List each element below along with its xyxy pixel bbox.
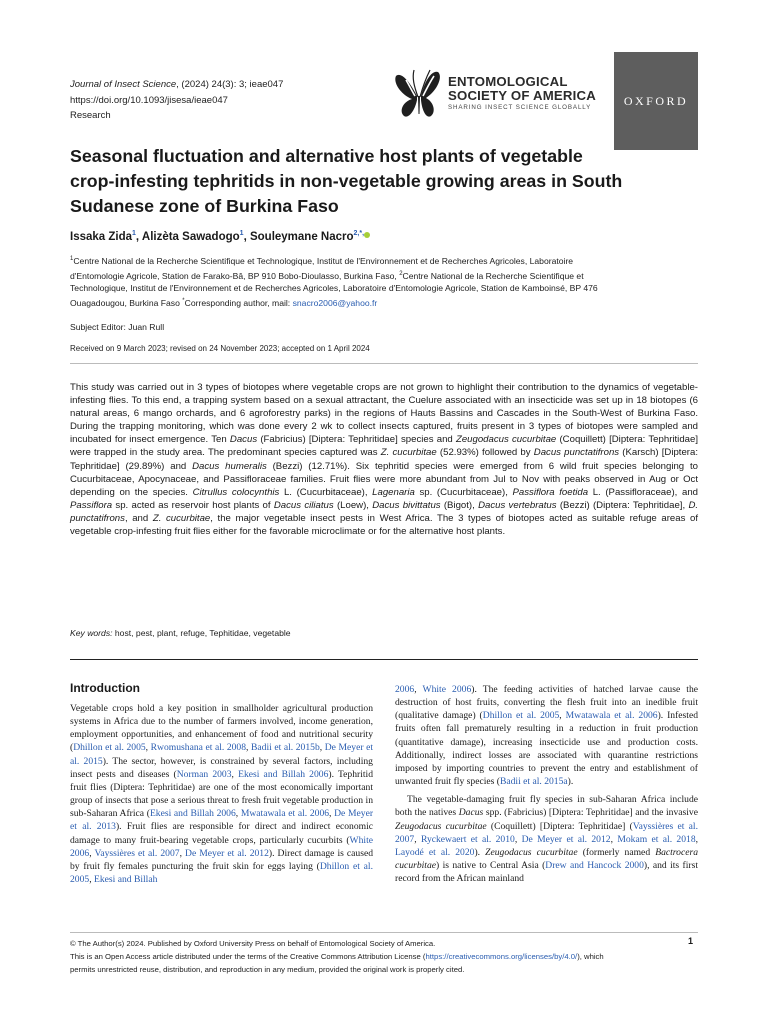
copyright-line: © The Author(s) 2024. Published by Oxford University Press on behalf of Entomological Society of America. bbox=[70, 939, 436, 948]
keywords bbox=[70, 628, 291, 638]
citation-link[interactable]: White 2006 bbox=[70, 834, 373, 859]
butterfly-icon bbox=[394, 66, 444, 120]
author-affiliation-mark: 1 bbox=[239, 230, 244, 237]
abstract: This study was carried out in 3 types of biotopes where vegetable crops are not grown to highlight their contribution to the dynamics of vegetable-infesting flies. To this end, a trapping system based on a sexual attractant, the Cuelure associated with an insecticide was set up in 18 biotopes (6 natural areas, 6 mango orchards, and 6 agroforestry parks) in the regions of Hauts Bassins and Cascades in the South-West of Burkina Faso. During the trapping monitoring, which was done every 2 wk to collect insects captured, fruits present in 3 types of biotopes were sampled and incubated for insect emergence. Ten Dacus (Fabricius) [Diptera: Tephritidae] species and Zeugodacus cucurbitae (Coquillett) [Diptera: Tephritidae] were trapped in the study area. The predominant species captured was Z. cucurbitae (52.93%) followed by Dacus punctatifrons (Karsch) [Diptera: Tephritidae] (29.89%) and Dacus humeralis (Bezzi) (12.71%). Six tephritid species were emerged from 6 wild fruit species belonging to Cucurbitaceae, Apocynaceae, and Passifloraceae families. Fruit flies were more abundant from Jul to Nov with peaks observed in Aug or Oct depending on the species. Citrullus colocynthis L. (Cucurbitaceae), Lagenaria sp. (Cucurbitaceae), Passiflora foetida L. (Passifloraceae), and Passiflora sp. acted as reservoir host plants of Dacus ciliatus (Loew), Dacus bivittatus (Bigot), Dacus vertebratus (Bezzi) (Diptera: Tephritidae], D. punctatifrons, and Z. cucurbitae, the major vegetable insect pests in West Africa. The 3 types of biotopes acted as suitable refuge areas of vegetable crop-infesting fruit flies either for the favorable microclimate or for the alternative host plants. bbox=[70, 382, 699, 538]
citation-link[interactable]: Badii et al. 2015b bbox=[251, 742, 320, 754]
citation-link[interactable]: Mwatawala et al. 2006 bbox=[240, 808, 330, 820]
citation-details: , (2024) 24(3): 3; ieae047 bbox=[176, 79, 284, 90]
society-name-line2: SOCIETY OF AMERICA bbox=[448, 88, 596, 103]
received-dates: Received on 9 March 2023; revised on 24 November 2023; accepted on 1 April 2024 bbox=[70, 344, 370, 353]
oxford-logo bbox=[614, 52, 698, 150]
esa-logo bbox=[394, 66, 609, 122]
citation-link[interactable]: 2006 bbox=[395, 684, 415, 695]
citation-link[interactable]: Badii et al. 2015a bbox=[499, 776, 568, 788]
affiliation-mark: 1 bbox=[70, 256, 74, 262]
affiliations bbox=[70, 253, 622, 310]
citation-link[interactable]: Dhillon et al. 2005 bbox=[70, 860, 373, 886]
citation-link[interactable]: White 2006 bbox=[422, 684, 472, 695]
author-affiliation-mark: 1 bbox=[132, 230, 136, 237]
affiliation-text: Centre National de la Recherche Scientifique et Technologique, Institut de l'Environnement et de Recherches Agricoles, Laboratoire d'Entomologie Agricole, Station de Farako-Bâ, BP 910 Bobo-Dioulasso, Burkina Faso, bbox=[70, 255, 574, 281]
publisher-name: OXFORD bbox=[623, 93, 689, 108]
paragraph: Vegetable crops hold a key position in smallholder agricultural production systems in Africa due to the number of farmers involved, income generation, employment opportunities, and enhancement of food and nutritional security (Dhillon et al. 2005, Rwomushana et al. 2008, Badii et al. 2015b, De Meyer et al. 2015). The sector, however, is constrained by several factors, including insect pests and diseases (Norman 2003, Ekesi and Billah 2006). Tephritid fruit flies (Diptera: Tephritidae) are one of the most economically important group of insects that pose a serious threat to fresh fruit vegetable production in sub-Saharan Africa (Ekesi and Billah 2006, Mwatawala et al. 2006, De Meyer et al. 2013). Fruit flies are responsible for direct and indirect economic damage to many fruit-bearing vegetable crops, particularly cucurbits (White 2006, Vayssières et al. 2007, De Meyer et al. 2012). Direct damage is caused by fruit fly females puncturing the fruit skin for eggs laying (Dhillon et al. 2005, Ekesi and Billah bbox=[70, 703, 374, 886]
affiliation-mark: * bbox=[182, 298, 185, 305]
citation-link[interactable]: Vayssières et al. 2007 bbox=[395, 820, 698, 845]
section-heading-introduction: Introduction bbox=[70, 681, 140, 695]
author-name[interactable]: Issaka Zida bbox=[70, 230, 133, 243]
citation-link[interactable]: Mwatawala et al. 2006 bbox=[565, 710, 658, 722]
paragraph: 2006, White 2006). The feeding activities of hatched larvae cause the destruction of host fruits, converting the flesh fruit into an inedible fruit (qualitative damage) (Dhillon et al. 2005, Mwatawala et al. 2006). Infested fruits often fall prematurely resulting in a reduction in fruit production (quantitative damage), increasing insecticide use and production costs. Additionally, indirect losses are associated with quarantine restrictions imposed by importing countries to prevent the entry and establishment of unwanted fruit fly species (Badii et al. 2015a). bbox=[395, 684, 699, 788]
citation-link[interactable]: Norman 2003 bbox=[176, 768, 232, 780]
journal-name: Journal of Insect Science bbox=[70, 79, 177, 90]
citation-link[interactable]: Rwomushana et al. 2008 bbox=[150, 742, 247, 754]
esa-wordmark bbox=[448, 75, 596, 111]
license-link[interactable]: https://creativecommons.org/licenses/by/4.0/ bbox=[425, 952, 578, 961]
doi-link[interactable]: https://doi.org/10.1093/jisesa/ieae047 bbox=[70, 94, 228, 106]
affiliation-mark: 2 bbox=[399, 270, 403, 277]
author-name[interactable]: Souleymane Nacro bbox=[249, 230, 354, 243]
corresponding-author-label: Corresponding author, mail: bbox=[184, 297, 293, 308]
body-column-left bbox=[70, 702, 373, 886]
citation-link[interactable]: Drew and Hancock 2000 bbox=[545, 860, 644, 872]
copyright-footer bbox=[70, 937, 670, 976]
citation-link[interactable]: Layodé et al. 2020 bbox=[395, 846, 475, 858]
article-title: Seasonal fluctuation and alternative host plants of vegetable crop-infesting tephritids in non-vegetable growing areas in South Sudanese zone of Burkina Faso bbox=[70, 146, 623, 216]
keywords-label: Key words: bbox=[70, 628, 113, 638]
paragraph: The vegetable-damaging fruit fly species in sub-Saharan Africa include both the natives Dacus spp. (Fabricius) [Diptera: Tephritidae] and the invasive Zeugodacus cucurbitae (Coquillett) [Diptera: Tephritidae] (Vayssières et al. 2007, Ryckewaert et al. 2010, De Meyer et al. 2012, Mokam et al. 2018, Layodé et al. 2020). Zeugodacus cucurbitae (formerly named Bactrocera cucurbitae) is native to Central Asia (Drew and Hancock 2000), and its first record from the African mainland bbox=[395, 794, 699, 885]
footer-divider bbox=[70, 932, 698, 933]
divider bbox=[70, 363, 698, 364]
citation-link[interactable]: Dhillon et al. 2005 bbox=[73, 742, 146, 754]
citation-link[interactable]: Ekesi and Billah bbox=[93, 874, 158, 886]
article-type: Research bbox=[70, 110, 111, 121]
author-list: Issaka Zida$^1$, Alizèta Sawadogo$^1$, Souleymane Nacro$^{2,*,}$ bbox=[70, 230, 370, 243]
author-affiliation-mark: 2,*, bbox=[353, 230, 365, 237]
license-terms: permits unrestricted reuse, distribution, and reproduction in any medium, provided the original work is properly cited. bbox=[70, 965, 465, 974]
keywords-list: host, pest, plant, refuge, Tephitidae, vegetable bbox=[112, 628, 291, 638]
citation-link[interactable]: De Meyer et al. 2012 bbox=[185, 847, 269, 859]
section-divider bbox=[70, 659, 698, 660]
citation-link[interactable]: Ekesi and Billah 2006 bbox=[149, 808, 236, 820]
society-name-line1: ENTOMOLOGICAL bbox=[448, 74, 568, 89]
subject-editor: Subject Editor: Juan Rull bbox=[70, 322, 165, 332]
journal-citation bbox=[70, 77, 283, 93]
citation-link[interactable]: De Meyer et al. 2015 bbox=[70, 742, 374, 767]
page-number: 1 bbox=[688, 936, 694, 946]
citation-link[interactable]: Ryckewaert et al. 2010 bbox=[420, 833, 515, 845]
citation-link[interactable]: De Meyer et al. 2012 bbox=[521, 833, 611, 845]
citation-link[interactable]: Ekesi and Billah 2006 bbox=[238, 768, 329, 780]
society-tagline: SHARING INSECT SCIENCE GLOBALLY bbox=[448, 104, 592, 111]
affiliation-text: Centre National de la Recherche Scientifique et Technologique, Institut de l'Environnement et de Recherches Agricoles, Laboratoire d'Entomologie Agricole, Station de Kamboinsé, BP 476 Ouagadougou, Burkina Faso bbox=[70, 270, 598, 308]
citation-link[interactable]: Dhillon et al. 2005 bbox=[482, 710, 560, 722]
author-name[interactable]: Alizèta Sawadogo bbox=[141, 230, 240, 243]
corresponding-email-link[interactable]: snacro2006@yahoo.fr bbox=[292, 297, 378, 308]
orcid-icon[interactable] bbox=[364, 232, 370, 238]
citation-link[interactable]: Vayssières et al. 2007 bbox=[94, 847, 180, 859]
citation-link[interactable]: Mokam et al. 2018 bbox=[617, 833, 696, 845]
journal-metadata bbox=[70, 77, 283, 124]
body-column-right bbox=[395, 683, 698, 885]
citation-link[interactable]: De Meyer et al. 2013 bbox=[70, 808, 374, 833]
license-line: This is an Open Access article distributed under the terms of the Creative Commons Attribution License (https://creativecommons.org/licenses/by/4.0/), which bbox=[70, 952, 604, 961]
